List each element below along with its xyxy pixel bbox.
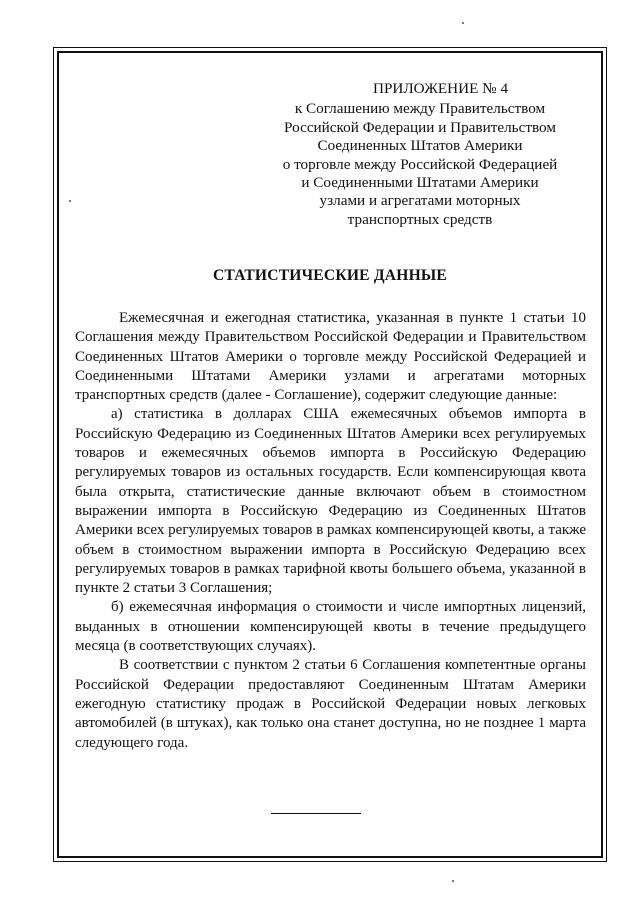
appendix-header	[270, 80, 570, 229]
paragraph-item-b: б) ежемесячная информация о стоимости и числе импортных лицензий, выданных в отношении компенсирующей квоты в течение предыдущего месяца (в соответствующих случаях).	[75, 599, 586, 655]
document-body	[75, 309, 586, 753]
appendix-line: Соединенных Штатов Америки	[317, 137, 523, 155]
paragraph-intro: Ежемесячная и ежегодная статистика, указанная в пункте 1 статьи 10 Соглашения между Правительством Российской Федерации и Правительством Соединенных Штатов Америки о торговле между Российской Федерацией и Соединенными Штатами Америки узлами и агрегатами моторных транспортных средств (далее - Соглашение), содержит следующие данные:	[75, 310, 586, 404]
appendix-line: о торговле между Российской Федерацией	[282, 155, 558, 173]
scan-speck	[462, 22, 464, 24]
appendix-line: транспортных средств	[347, 210, 493, 228]
paragraph-item-a: а) статистика в долларах США ежемесячных объемов импорта в Российскую Федерацию из Соединенных Штатов Америки всех регулируемых товаров и ежемесячных объемов импорта в Российскую Федерацию регулируемых товаров из остальных государств. Если компенсирующая квота была открыта, статистические данные включают объем в стоимостном выражении импорта в Российскую Федерацию из Соединенных Штатов Америки всех регулируемых товаров в рамках компенсирующей квоты, а также объем в стоимостном выражении импорта в Российскую Федерацию всех регулируемых товаров в рамках тарифной квоты большего объема, указанной в пункте 2 статьи 3 Соглашения;	[75, 406, 586, 597]
appendix-line: и Соединенными Штатами Америки	[301, 174, 539, 192]
appendix-line: узлами и агрегатами моторных	[319, 192, 521, 210]
appendix-line: Российской Федерации и Правительством	[284, 118, 556, 136]
paragraph-annual-statistics: В соответствии с пунктом 2 статьи 6 Соглашения компетентные органы Российской Федерации предоставляют Соединенным Штатам Америки ежегодную статистику продаж в Российской Федерации новых легковых автомобилей (в штуках), как только она станет доступна, но не позднее 1 марта следующего года.	[75, 657, 586, 751]
end-divider	[271, 813, 361, 814]
scan-speck	[69, 200, 71, 202]
appendix-line: к Соглашению между Правительством	[294, 100, 546, 118]
appendix-number: ПРИЛОЖЕНИЕ № 4	[373, 80, 509, 97]
scan-speck	[452, 880, 454, 882]
document-title: СТАТИСТИЧЕСКИЕ ДАННЫЕ	[212, 267, 448, 284]
